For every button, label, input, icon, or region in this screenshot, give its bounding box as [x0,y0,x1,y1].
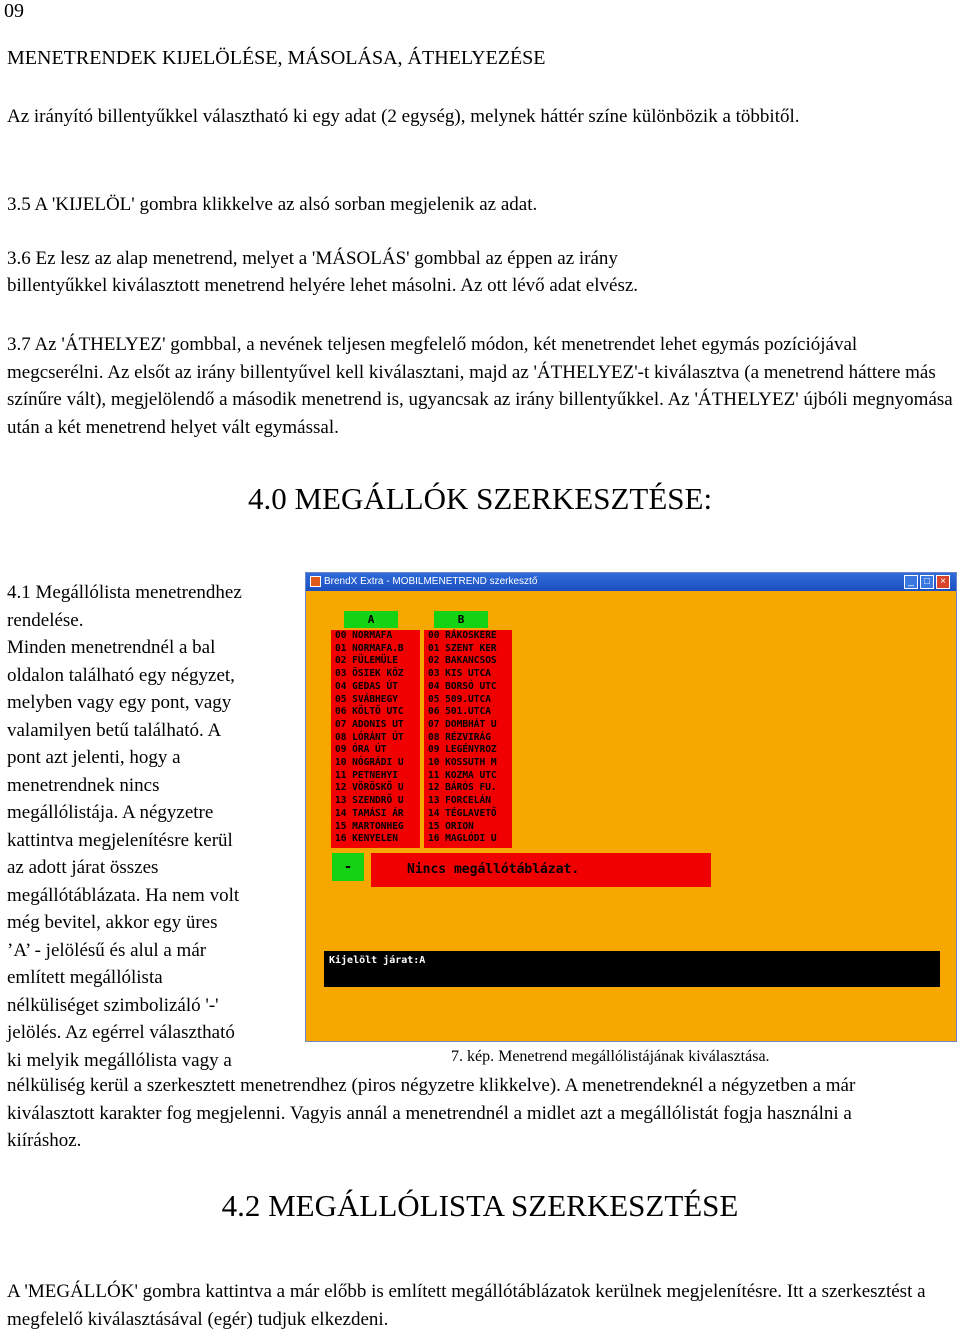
paragraph-4-1-line: említett megállólista [7,967,163,988]
column-a-stop-list[interactable] [331,630,420,848]
stop-list-item[interactable]: 09 LEGÉNYROZ [428,744,497,756]
stop-list-item[interactable]: 10 NÓGRÁDI U [335,757,404,769]
paragraph-4-1-line: nélküliséget szimbolizáló '-' [7,994,219,1016]
stop-list-item[interactable]: 06 KÖLTŐ UTC [335,706,404,718]
paragraph-4-1-line: megállótáblázata. Ha nem volt [7,884,240,906]
stop-list-item[interactable]: 07 DOMBHÁT U [428,718,497,730]
window-titlebar [306,573,956,591]
paragraph-4-1-line: pont azt jelenti, hogy a [7,747,181,768]
stop-list-item[interactable]: 08 RÉZVIRÁG [428,731,491,743]
stop-list-item[interactable]: 03 ÖSIEK KÖZ [335,668,404,680]
stop-list-item[interactable]: 12 VÖRÖSKŐ U [335,782,404,794]
stop-list-item[interactable]: 02 BAKANCSOS [428,655,497,667]
app-icon [310,576,321,587]
stop-list-item[interactable]: 01 NORMAFA.B [335,642,404,654]
section-title: MENETRENDEK KIJELÖLÉSE, MÁSOLÁSA, ÁTHELYEZÉSE [7,47,546,69]
paragraph-4-1-line: rendelése. [7,609,84,631]
paragraph-4-1-line: ’A’ - jelölésű és alul a már [7,939,207,961]
stop-list-item[interactable]: 07 ADONIS UT [335,718,404,730]
figure-caption: 7. kép. Menetrend megállólistájának kiválasztása. [451,1048,770,1065]
paragraph-4-1 [7,579,302,1074]
stop-list-item[interactable]: 12 BÁRÓS FU. [428,782,497,794]
stop-list-item[interactable]: 06 501.UTCA [428,706,491,718]
paragraph-3-6-line2: billentyűkkel kiválasztott menetrend helyére lehet másolni. Az ott lévő adat elvész. [7,275,639,296]
column-b-header[interactable]: B [434,611,488,628]
stop-list-item[interactable]: 14 TÉGLAVETŐ [428,807,497,819]
heading-4-0: 4.0 MEGÁLLÓK SZERKESZTÉSE: [247,481,713,516]
column-b-stop-list[interactable] [424,630,512,848]
paragraph-3-6-line1: 3.6 Ez lesz az alap menetrend, melyet a 'MÁSOLÁS' gombbal az éppen az irány [7,248,618,269]
stop-list-item[interactable]: 11 KOZMA UTC [428,769,497,781]
stop-list-item[interactable]: 05 509.UTCA [428,693,491,705]
paragraph-4-1-line: ki melyik megállólista vagy a [7,1049,232,1071]
paragraph-4-1-line: 4.1 Megállólista menetrendhez [7,582,242,603]
paragraph-4-1-line: menetrendnek nincs [7,774,160,796]
stop-list-item[interactable]: 04 BORSÓ UTC [428,680,497,692]
page-number: 09 [4,0,24,22]
paragraph-3-5: 3.5 A 'KIJELÖL' gombra klikkelve az alsó sorban megjelenik az adat. [7,194,538,215]
column-a-header[interactable]: A [344,611,398,628]
stop-list-item[interactable]: 15 ORION [428,820,474,832]
no-stop-table-label[interactable]: Nincs megállótáblázat. [371,853,711,887]
close-icon[interactable]: × [936,575,950,589]
stop-list-item[interactable]: 13 FORCELÁN [428,795,491,807]
paragraph-4-1-line: melyben vagy egy pont, vagy [7,692,232,713]
paragraph-3-7: 3.7 Az 'ÁTHELYEZ' gombbal, a nevének teljesen megfelelő módon, két menetrendet lehet egymás pozíciójával megcserélni. Az elsőt az irány billentyűvel kell kiválasztani, majd az 'ÁTHELYEZ'-t kiválasztva (a menetrend háttere más színűre vált), megjelölendő a második menetrend is, ugyancsak az irány billentyűkkel. Az 'ÁTHELYEZ' újbóli megnyomása után a két menetrend helyet vált egymással. [7,334,953,438]
paragraph-4-1-line: megállólistája. A négyzetre [7,802,214,823]
window-title: BrendX Extra - MOBILMENETREND szerkesztő [324,576,538,587]
stop-list-item[interactable]: 16 KENYELEN [335,833,398,845]
paragraph-4-1-line: kattintva megjelenítésre kerül [7,829,233,851]
stop-list-item[interactable]: 04 GEDAS ÚT [335,680,398,692]
stop-list-item[interactable]: 11 PETNEHYI [335,769,398,781]
stop-list-item[interactable]: 00 RÁKOSKERE [428,630,497,641]
paragraph-4-1-line: az adott járat összes [7,857,159,878]
maximize-icon[interactable]: □ [920,575,934,589]
paragraph-4-1-line: oldalon található egy négyzet, [7,664,235,686]
minimize-icon[interactable]: _ [904,575,918,589]
heading-4-2: 4.2 MEGÁLLÓLISTA SZERKESZTÉSE [221,1188,739,1223]
paragraph-4-1-line: valamilyen betű található. A [7,719,222,741]
paragraph-4-1-line: még bevitel, akkor egy üres [7,912,218,933]
stop-list-item[interactable]: 13 SZENDRŐ U [335,795,404,807]
selected-route-status: Kijelölt járat:A [324,951,940,987]
stop-list-item[interactable]: 05 SVÁBHEGY [335,693,398,705]
paragraph-4-1-line: Minden menetrendnél a bal [7,637,216,658]
no-stop-list-button[interactable]: - [332,853,364,881]
intro-paragraph: Az irányító billentyűkkel választható ki egy adat (2 egység), melynek háttér színe különbözik a többitől. [7,106,800,127]
stop-list-item[interactable]: 14 TAMÁSI ÁR [335,807,404,819]
stop-list-item[interactable]: 03 KIS UTCA [428,668,491,680]
stop-list-item[interactable]: 10 KOSSUTH M [428,757,497,769]
stop-list-item[interactable]: 08 LÓRÁNT ÚT [335,731,404,743]
paragraph-4-2: A 'MEGÁLLÓK' gombra kattintva a már előbb is említett megállótáblázatok kerülnek megjelenítésre. Itt a szerkesztést a megfelelő kiválasztásával (egér) tudjuk elkezdeni. [7,1281,926,1330]
stop-list-item[interactable]: 02 FÜLEMÜLE [335,655,398,667]
stop-list-item[interactable]: 15 MARTONHEG [335,820,404,832]
stop-list-item[interactable]: 16 MAGLÓDI U [428,833,497,845]
paragraph-4-1-continued: nélküliség kerül a szerkesztett menetrendhez (piros négyzetre klikkelve). A menetrendeknél a négyzetben a már kiválasztott karakter fog megjelenni. Vagyis annál a menetrendnél a midlet azt a megállólistát fogja használni a kiíráshoz. [7,1075,856,1151]
stop-list-item[interactable]: 09 ÓRA ÚT [335,744,387,756]
stop-list-item[interactable]: 00 NORMAFA [335,630,393,641]
stop-list-item[interactable]: 01 SZENT KER [428,642,497,654]
paragraph-4-1-line: jelölés. Az egérrel választható [7,1022,235,1043]
app-screenshot-window [305,572,957,1042]
